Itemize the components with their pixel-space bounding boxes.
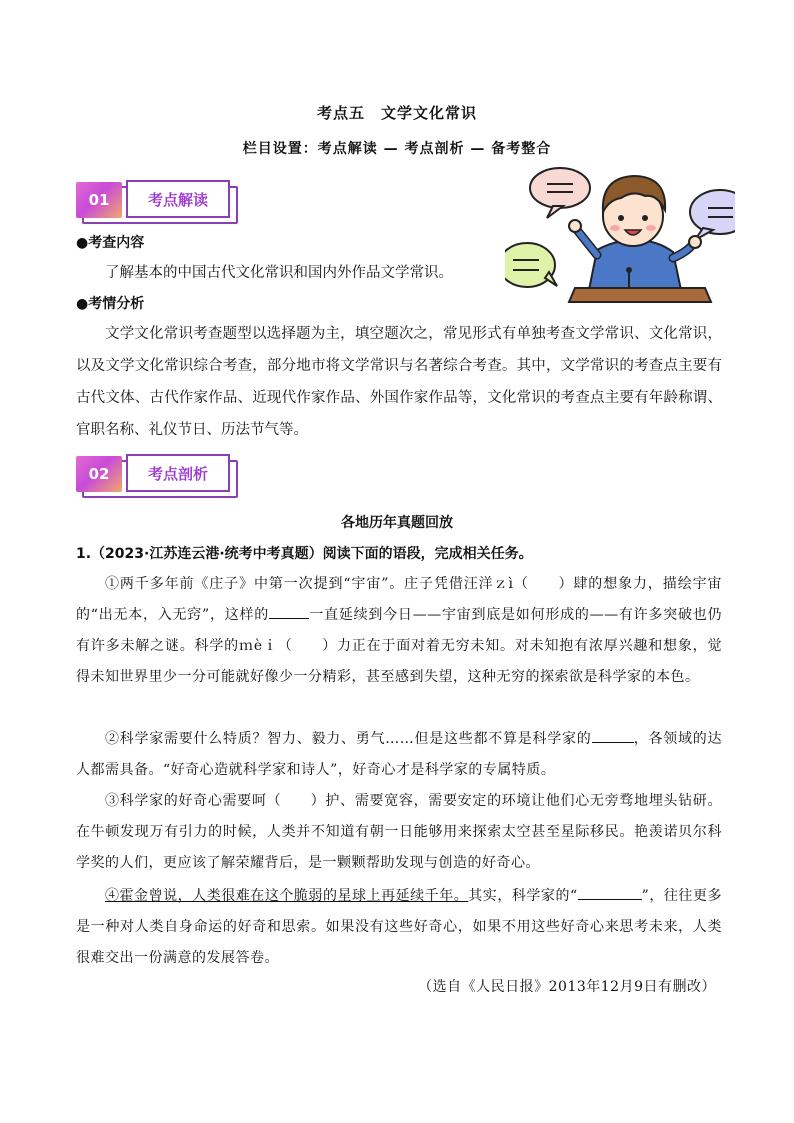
badge-number: 01 (76, 182, 122, 218)
section-badge-02 (76, 452, 241, 502)
answer-blank[interactable] (578, 885, 642, 900)
question-heading: 1.（2023·江苏连云港·统考中考真题）阅读下面的语段，完成相关任务。 (76, 546, 533, 562)
question-paragraph-1 (76, 569, 722, 693)
badge-label: 考点解读 (126, 180, 230, 218)
question-paragraph-3: ③科学家的好奇心需要呵（ ）护、需要宽容，需要安定的环境让他们心无旁骛地埋头钻研。在牛顿发现万有引力的时候，人类并不知道有朝一日能够用来探索太空甚至星际移民。艳羡诺贝尔科学奖的人们，更应该了解荣耀背后，是一颗颗帮助发现与创造的好奇心。 (76, 793, 722, 871)
underlined-text: ④霍金曾说，人类很难在这个脆弱的星球上再延续千年。 (105, 888, 469, 904)
page-title: 考点五 文学文化常识 (316, 104, 477, 122)
analysis-heading: ●考情分析 (76, 296, 145, 312)
speech-bubble-green-icon (505, 243, 557, 287)
question-paragraph-2 (76, 724, 722, 786)
section-badge-01 (76, 178, 241, 228)
source-citation: （选自《人民日报》2013年12月9日有删改） (418, 979, 716, 995)
paragraph-text: 一直延续到今日——宇宙到底是如何形成的——有许多突破也仍有许多未解之谜。科学的ｍèｉ（ ）力正在于面对着无穷未知。对未知抱有浓厚兴趣和想象，觉得未知世界里少一分可能就好像少一分精彩，甚至感到失望，这种无穷的探索欲是科学家的本色。 (76, 607, 722, 685)
answer-blank[interactable] (269, 604, 309, 619)
speech-bubble-pink-icon (530, 168, 590, 218)
speech-bubble-purple-icon (690, 190, 735, 240)
question-paragraph-4 (76, 881, 722, 974)
page-subtitle: 栏目设置：考点解读 — 考点剖析 — 备考整合 (242, 141, 552, 157)
review-heading: 各地历年真题回放 (341, 515, 453, 531)
paragraph-text: ”，往往更多是一种对人类自身命运的好奇和思索。如果没有这些好奇心，如果不用这些好奇心来思考未来，人类很难交出一份满意的发展答卷。 (76, 888, 722, 966)
paragraph-text: 其实，科学家的“ (468, 888, 578, 904)
paragraph-text: ①两千多年前《庄子》中第一次提到“宇宙”。庄子凭借汪洋ｚì（ ）肆的想象力，描绘宇宙的“出无本，入无窍”，这样的 (76, 576, 722, 623)
analysis-text: 文学文化常识考查题型以选择题为主，填空题次之，常见形式有单独考查文学常识、文化常识，以及文学文化常识综合考查，部分地市将文学常识与名著综合考查。其中，文学常识的考查点主要有古代文体、古代作家作品、近现代作家作品、外国作家作品等，文化常识的考查点主要有年龄称谓、官职名称、礼仪节日、历法节气等。 (76, 326, 722, 438)
paragraph-text: ②科学家需要什么特质？智力、毅力、勇气……但是这些都不算是科学家的 (105, 731, 592, 747)
badge-number: 02 (76, 456, 122, 492)
content-text: 了解基本的中国古代文化常识和国内外作品文学常识。 (105, 265, 453, 281)
paragraph-text: ，各领域的达人都需具备。“好奇心造就科学家和诗人”，好奇心才是科学家的专属特质。 (76, 731, 722, 778)
content-heading: ●考查内容 (76, 235, 145, 251)
badge-label: 考点剖析 (126, 454, 230, 492)
answer-blank[interactable] (592, 728, 634, 743)
teacher-illustration (505, 160, 735, 305)
